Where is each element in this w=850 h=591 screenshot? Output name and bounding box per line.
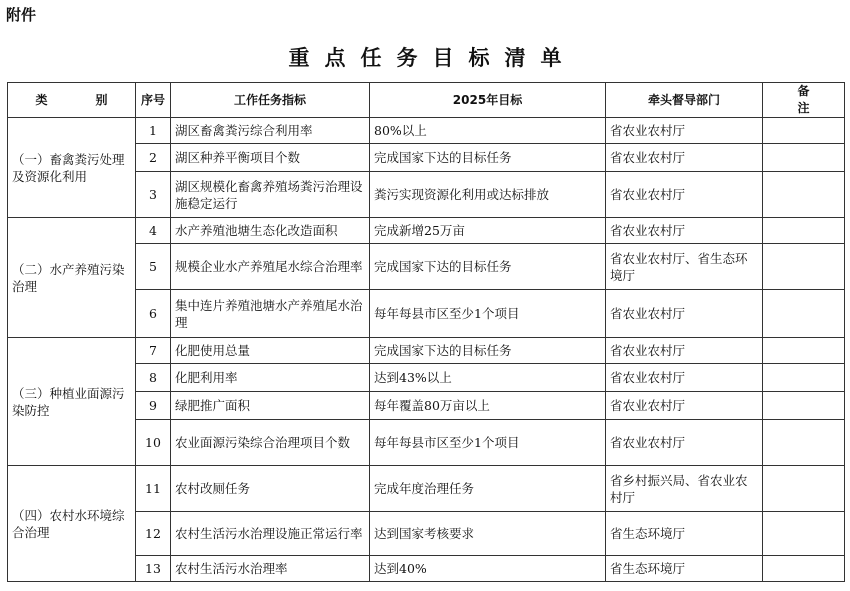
task-cell: 湖区种养平衡项目个数: [171, 144, 370, 172]
task-target-table: [7, 82, 850, 582]
note-cell: [763, 338, 845, 364]
note-cell: [763, 420, 845, 466]
row-number: 12: [136, 512, 171, 556]
task-cell: 农村生活污水治理设施正常运行率: [171, 512, 370, 556]
row-number: 7: [136, 338, 171, 364]
table-header-row: [8, 83, 845, 118]
column-header-target: 2025年目标: [370, 83, 606, 118]
task-cell: 规模企业水产养殖尾水综合治理率: [171, 244, 370, 290]
dept-cell: 省农业农村厅: [606, 144, 763, 172]
note-cell: [763, 118, 845, 144]
task-cell: 湖区规模化畜禽养殖场粪污治理设施稳定运行: [171, 172, 370, 218]
dept-cell: 省乡村振兴局、省农业农村厅: [606, 466, 763, 512]
table-row: [8, 338, 845, 364]
note-cell: [763, 244, 845, 290]
task-cell: 水产养殖池塘生态化改造面积: [171, 218, 370, 244]
task-cell: 农村生活污水治理率: [171, 556, 370, 582]
column-header-category: 类 别: [8, 83, 136, 118]
dept-cell: 省生态环境厅: [606, 556, 763, 582]
target-cell: 达到国家考核要求: [370, 512, 606, 556]
row-number: 8: [136, 364, 171, 392]
task-cell: 农村改厕任务: [171, 466, 370, 512]
row-number: 1: [136, 118, 171, 144]
dept-cell: 省农业农村厅: [606, 218, 763, 244]
task-cell: 化肥利用率: [171, 364, 370, 392]
dept-cell: 省农业农村厅: [606, 420, 763, 466]
target-cell: 达到40%: [370, 556, 606, 582]
task-cell: 湖区畜禽粪污综合利用率: [171, 118, 370, 144]
target-cell: 每年每县市区至少1个项目: [370, 290, 606, 338]
note-cell: [763, 172, 845, 218]
row-number: 6: [136, 290, 171, 338]
note-cell: [763, 144, 845, 172]
target-cell: 粪污实现资源化利用或达标排放: [370, 172, 606, 218]
note-cell: [763, 556, 845, 582]
dept-cell: 省农业农村厅: [606, 364, 763, 392]
category-cell: （二）水产养殖污染治理: [8, 218, 136, 338]
note-cell: [763, 364, 845, 392]
dept-cell: 省农业农村厅: [606, 338, 763, 364]
target-cell: 每年覆盖80万亩以上: [370, 392, 606, 420]
column-header-task: 工作任务指标: [171, 83, 370, 118]
target-cell: 完成国家下达的目标任务: [370, 244, 606, 290]
table-row: [8, 466, 845, 512]
row-number: 3: [136, 172, 171, 218]
note-cell: [763, 466, 845, 512]
dept-cell: 省农业农村厅: [606, 392, 763, 420]
target-cell: 每年每县市区至少1个项目: [370, 420, 606, 466]
row-number: 9: [136, 392, 171, 420]
target-cell: 达到43%以上: [370, 364, 606, 392]
target-cell: 完成年度治理任务: [370, 466, 606, 512]
column-header-note: 备 注: [763, 83, 845, 118]
task-cell: 集中连片养殖池塘水产养殖尾水治理: [171, 290, 370, 338]
row-number: 2: [136, 144, 171, 172]
note-cell: [763, 512, 845, 556]
page-title: 重点任务目标清单: [288, 45, 577, 70]
category-cell: （三）种植业面源污染防控: [8, 338, 136, 466]
dept-cell: 省农业农村厅: [606, 172, 763, 218]
task-cell: 农业面源污染综合治理项目个数: [171, 420, 370, 466]
column-header-no: 序号: [136, 83, 171, 118]
note-cell: [763, 218, 845, 244]
attachment-label: 附件: [6, 6, 37, 24]
note-cell: [763, 290, 845, 338]
table-row: [8, 218, 845, 244]
dept-cell: 省农业农村厅: [606, 118, 763, 144]
dept-cell: 省农业农村厅: [606, 290, 763, 338]
dept-cell: 省生态环境厅: [606, 512, 763, 556]
row-number: 13: [136, 556, 171, 582]
target-cell: 完成国家下达的目标任务: [370, 338, 606, 364]
target-cell: 完成国家下达的目标任务: [370, 144, 606, 172]
category-cell: （四）农村水环境综合治理: [8, 466, 136, 582]
row-number: 5: [136, 244, 171, 290]
row-number: 11: [136, 466, 171, 512]
row-number: 4: [136, 218, 171, 244]
task-cell: 化肥使用总量: [171, 338, 370, 364]
target-cell: 完成新增25万亩: [370, 218, 606, 244]
category-cell: （一）畜禽粪污处理及资源化利用: [8, 118, 136, 218]
column-header-dept: 牵头督导部门: [606, 83, 763, 118]
task-cell: 绿肥推广面积: [171, 392, 370, 420]
note-cell: [763, 392, 845, 420]
target-cell: 80%以上: [370, 118, 606, 144]
row-number: 10: [136, 420, 171, 466]
table-row: [8, 118, 845, 144]
dept-cell: 省农业农村厅、省生态环境厅: [606, 244, 763, 290]
